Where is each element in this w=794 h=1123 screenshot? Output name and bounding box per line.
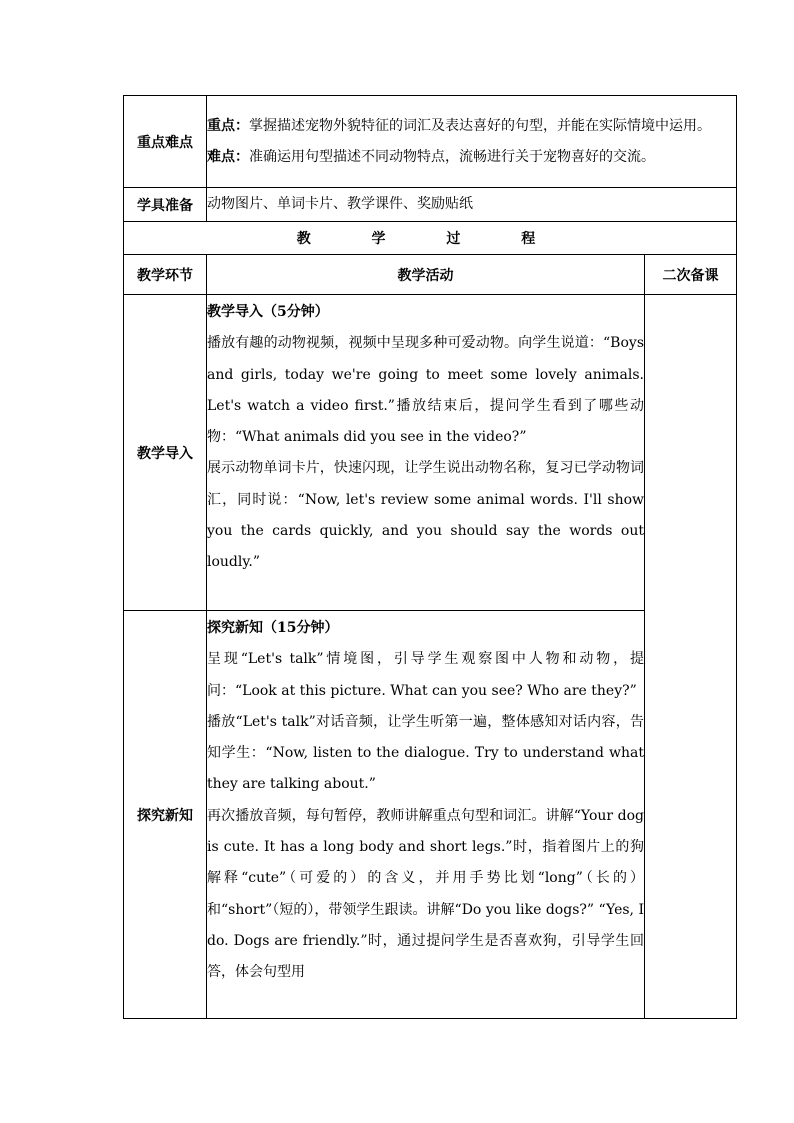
- header-row: [124, 255, 737, 295]
- key-points-content: [207, 96, 737, 188]
- intro-label: 教学导入: [124, 295, 207, 611]
- new-knowledge-paragraph: 再次播放音频，每句暂停，教师讲解重点句型和词汇。讲解“Your dog is cute. It has a long body and short legs.”时，指着图片上的狗解释“cute”（可爱的）的含义，并用手势比划“long”（长的）和“short”（短的），带领学生跟读。讲解“Do you like dogs?” “Yes, I do. Dogs are friendly.”时，通过提问学生是否喜欢狗，引导学生回答，体会句型用: [207, 807, 644, 981]
- new-knowledge-activity: [207, 611, 645, 1019]
- intro-row: [124, 295, 737, 611]
- header-notes: 二次备课: [645, 255, 737, 295]
- difficult-point-text: 准确运用句型描述不同动物特点，流畅进行关于宠物喜好的交流。: [249, 148, 655, 165]
- key-points-label: 重点难点: [124, 96, 207, 188]
- intro-activity: [207, 295, 645, 611]
- key-point-text: 掌握描述宠物外貌特征的词汇及表达喜好的句型，并能在实际情境中运用。: [249, 117, 711, 134]
- tools-text: 动物图片、单词卡片、教学课件、奖励贴纸: [207, 188, 737, 222]
- lesson-plan-table: [123, 95, 737, 1019]
- new-knowledge-paragraph: 播放“Let's talk”对话音频，让学生听第一遍，整体感知对话内容，告知学生：“Now, listen to the dialogue. Try to understand what they are talking about.”: [207, 713, 644, 793]
- key-points-row: [124, 96, 737, 188]
- process-title-row: [124, 222, 737, 255]
- tools-label: 学具准备: [124, 188, 207, 222]
- header-stage: 教学环节: [124, 255, 207, 295]
- intro-paragraph: 展示动物单词卡片，快速闪现，让学生说出动物名称，复习已学动物词汇，同时说：“Now, let's review some animal words. I'll show you the cards quickly, and you should say the words out loudly.”: [207, 460, 644, 571]
- tools-row: [124, 188, 737, 222]
- notes-cell: [645, 295, 737, 1019]
- difficult-point-title: 难点：: [207, 148, 249, 165]
- header-activity: 教学活动: [207, 255, 645, 295]
- new-knowledge-label: 探究新知: [124, 611, 207, 1019]
- new-knowledge-paragraph: 呈现“Let's talk”情境图，引导学生观察图中人物和动物，提问：“Look at this picture. What can you see? Who are they?”: [207, 651, 644, 699]
- intro-title: 教学导入（5分钟）: [207, 304, 329, 320]
- intro-paragraph: 播放有趣的动物视频，视频中呈现多种可爱动物。向学生说道：“Boys and girls, today we're going to meet some lovely animals. Let's watch a video first.”播放结束后，提问学生看到了哪些动物：“What animals did you see in the video?”: [207, 335, 644, 446]
- key-point-title: 重点：: [207, 117, 249, 134]
- new-knowledge-title: 探究新知（15分钟）: [207, 620, 339, 636]
- process-title: 教 学 过 程: [124, 222, 737, 255]
